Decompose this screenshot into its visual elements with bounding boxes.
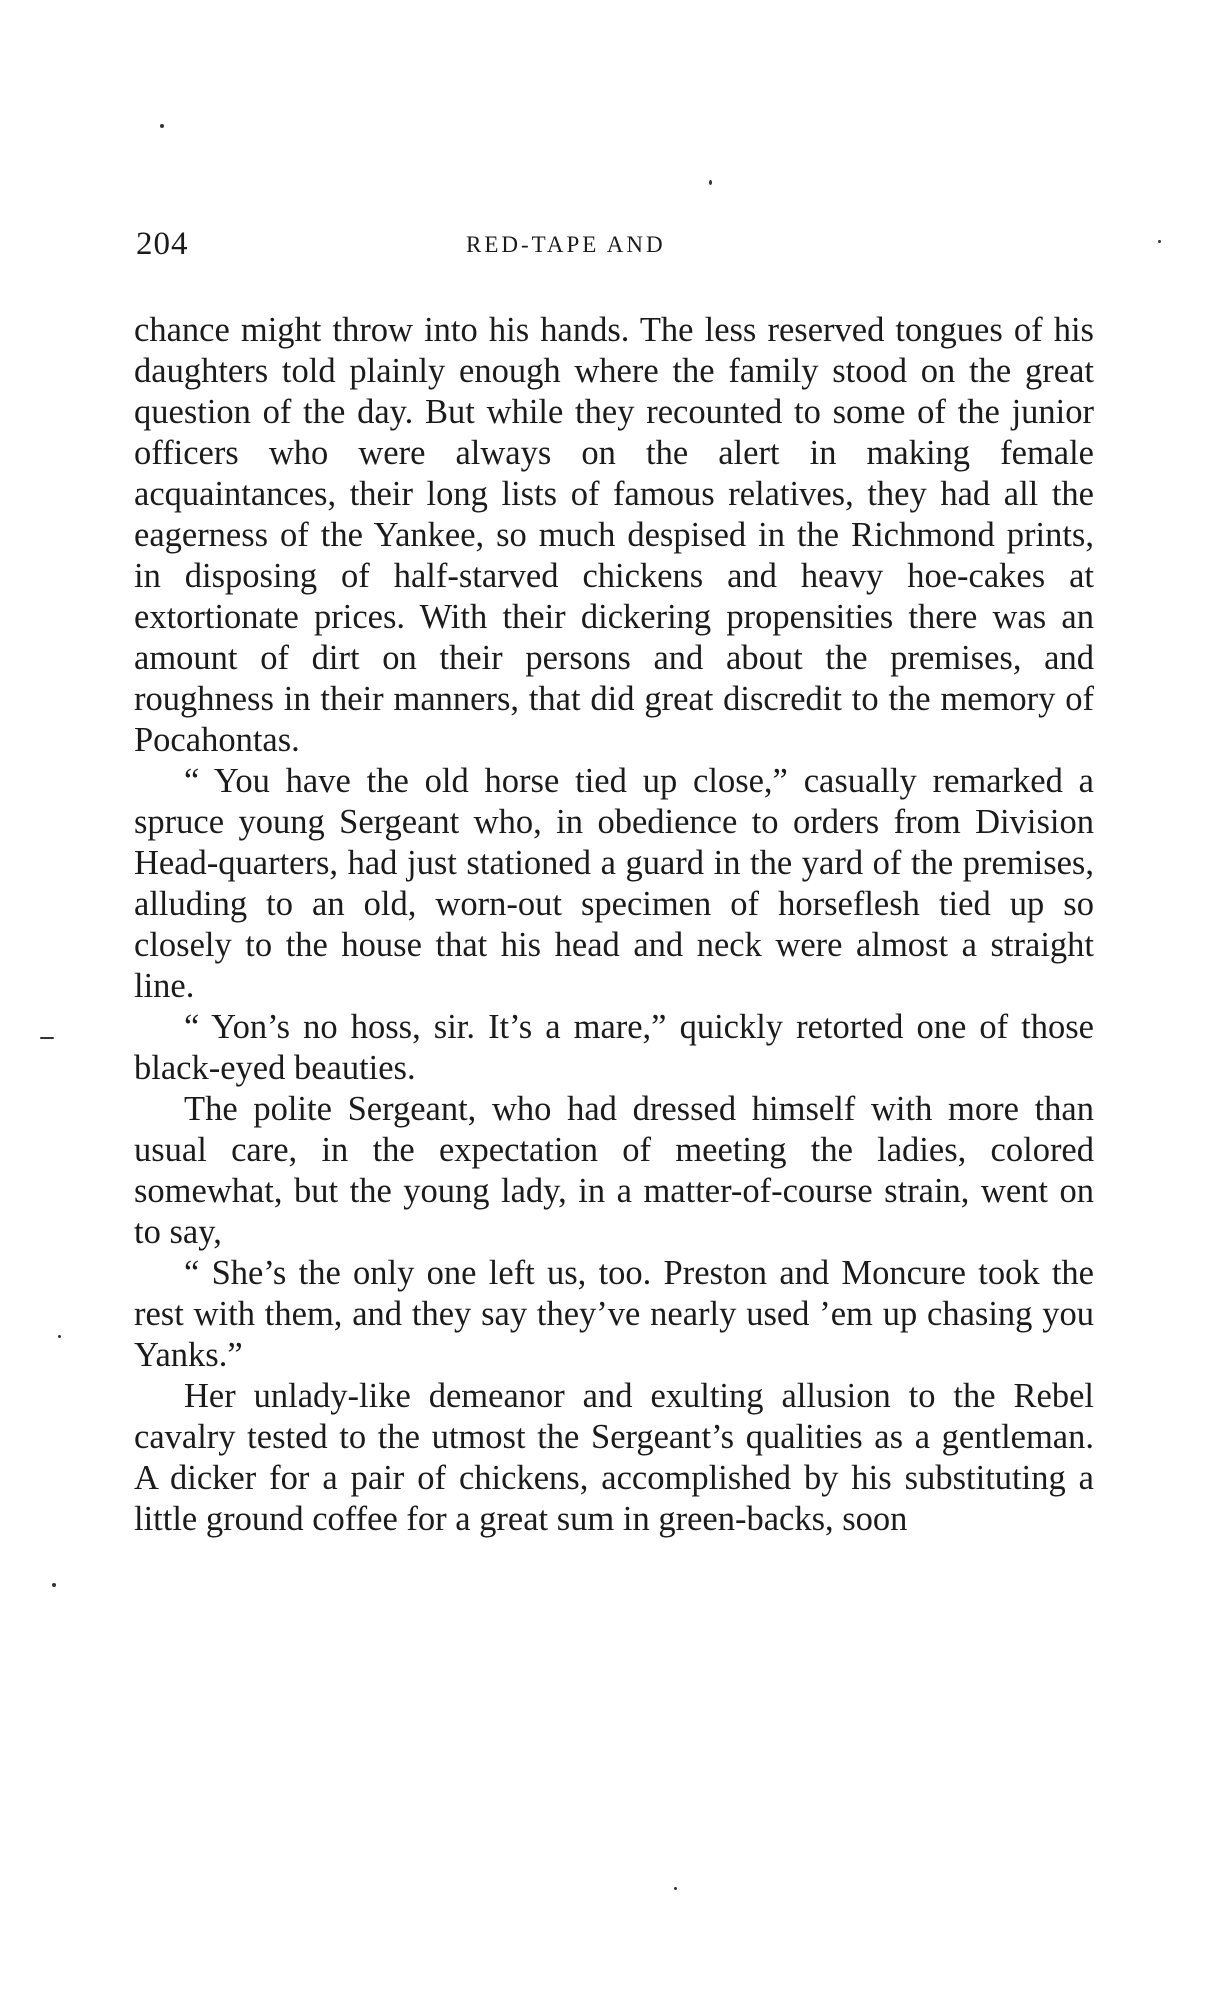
paragraph-5: “ She’s the only one left us, too. Preston and Moncure took the rest with them, and they say they’ve nearly used ’em up chasing you Yanks.”: [134, 1254, 1094, 1374]
paragraph-6: Her unlady-like demeanor and exulting allusion to the Rebel cavalry tested to the utmost the Sergeant’s qualities as a gentleman. A dicker for a pair of chickens, accomplished by his substituting a little ground coffee for a great sum in green-backs, soon: [134, 1377, 1094, 1538]
body-text: [134, 310, 1094, 1890]
ink-speck: [709, 180, 712, 185]
page-number: 204: [136, 226, 189, 262]
ink-speck: [58, 1335, 61, 1338]
paragraph-1: chance might throw into his hands. The less reserved tongues of his daughters told plainly enough where the family stood on the great question of the day. But while they recounted to some of the junior officers who were always on the alert in making female acquaintances, their long lists of famous relatives, they had all the eagerness of the Yankee, so much despised in the Richmond prints, in disposing of half-starved chickens and heavy hoe-cakes at extortionate prices. With their dickering propensities there was an amount of dirt on their persons and about the premises, and roughness in their manners, that did great discredit to the memory of Pocahontas.: [134, 311, 1094, 759]
ink-speck: [52, 1583, 56, 1587]
ink-speck: [1158, 240, 1161, 243]
paragraph-4: The polite Sergeant, who had dressed himself with more than usual care, in the expectation of meeting the ladies, colored somewhat, but the young lady, in a matter-of-course strain, went on to say,: [134, 1090, 1094, 1251]
page-header: [136, 226, 1096, 268]
ink-speck: [160, 124, 164, 128]
ink-speck: [40, 1037, 54, 1039]
paragraph-2: “ You have the old horse tied up close,” casually remarked a spruce young Sergeant who, in obedience to orders from Division Head-quarters, had just stationed a guard in the yard of the premises, alluding to an old, worn-out specimen of horseflesh tied up so closely to the house that his head and neck were almost a straight line.: [134, 762, 1094, 1005]
running-head: RED-TAPE AND: [466, 232, 666, 257]
paragraph-3: “ Yon’s no hoss, sir. It’s a mare,” quickly retorted one of those black-eyed beauties.: [134, 1008, 1094, 1087]
